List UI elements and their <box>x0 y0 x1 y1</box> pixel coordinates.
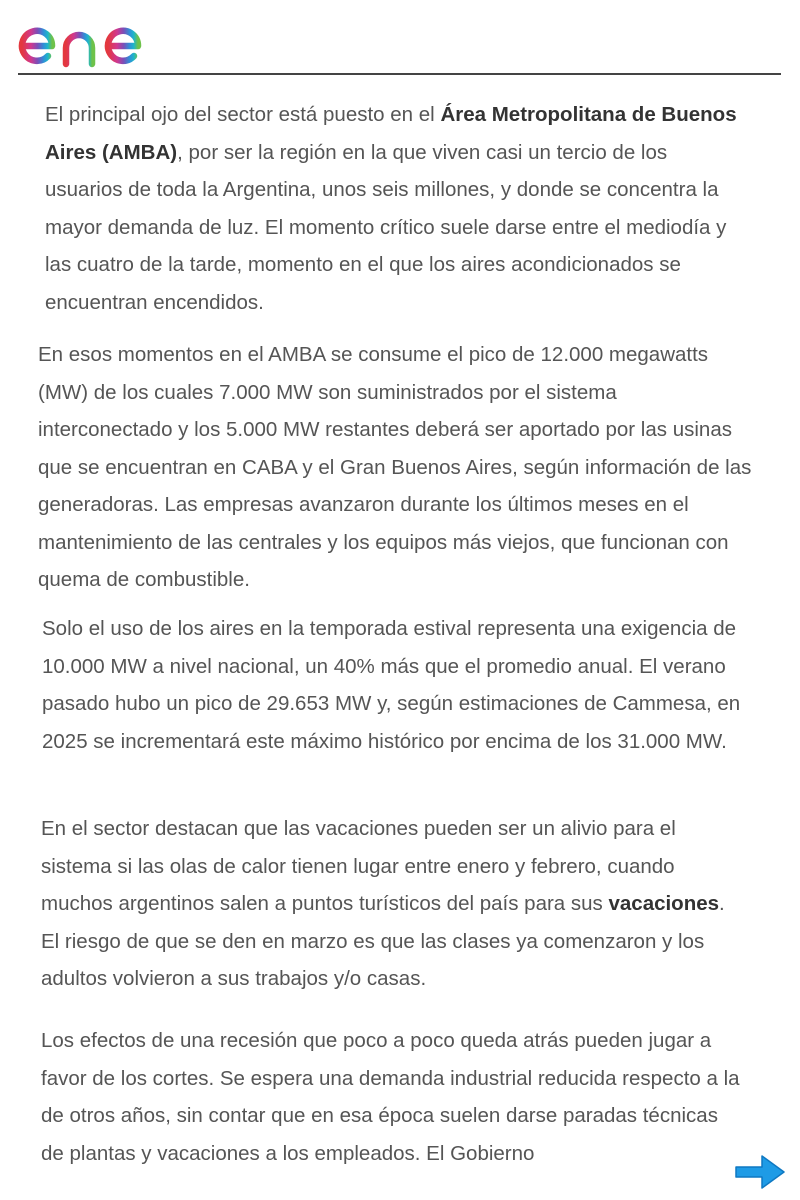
paragraph-amba-focus <box>45 96 745 321</box>
bold-text-vacaciones: vacaciones <box>608 892 720 915</box>
enel-logo[interactable] <box>18 8 170 70</box>
paragraph-text: El principal ojo del sector está puesto en el <box>45 103 441 126</box>
paragraph-text: En el sector destacan que las vacaciones pueden ser un alivio para el sistema si las olas de calor tienen lugar entre enero y febrero, cuando muchos argentinos salen a puntos turísticos del país para sus <box>41 817 676 915</box>
paragraph-air-conditioning: Solo el uso de los aires en la temporada estival representa una exigencia de 10.000 MW a nivel nacional, un 40% más que el promedio anual. El verano pasado hubo un pico de 29.653 MW y, según estimaciones de Cammesa, en 2025 se incrementará este máximo histórico por encima de los 31.000 MW. <box>42 617 741 753</box>
paragraph-recession: Los efectos de una recesión que poco a poco queda atrás pueden jugar a favor de los cortes. Se espera una demanda industrial reducida respecto a la de otros años, sin contar que en esa época suelen darse paradas técnicas de plantas y vacaciones a los empleados. El Gobierno <box>41 1029 740 1165</box>
header-divider <box>18 73 781 75</box>
paragraph-peak-demand: En esos momentos en el AMBA se consume el pico de 12.000 megawatts (MW) de los cuales 7.000 MW son suministrados por el sistema interconectado y los 5.000 MW restantes deberá ser aportado por las usinas que se encuentran en CABA y el Gran Buenos Aires, según información de las generadoras. Las empresas avanzaron durante los últimos meses en el mantenimiento de las centrales y los equipos más viejos, que funcionan con quema de combustible. <box>38 343 752 591</box>
bold-text-amba: Área Metropolitana de Buenos Aires (AMBA) <box>45 103 737 164</box>
paragraph-text: . El riesgo de que se den en marzo es que las clases ya comenzaron y los adultos volvieron a sus trabajos y/o casas. <box>41 892 725 990</box>
arrow-right-icon[interactable] <box>734 1152 786 1192</box>
site-header <box>0 0 800 76</box>
paragraph-vacations <box>41 810 746 998</box>
paragraph-text: , por ser la región en la que viven casi un tercio de los usuarios de toda la Argentina, unos seis millones, y donde se concentra la mayor demanda de luz. El momento crítico suele darse entre el mediodía y las cuatro de la tarde, momento en el que los aires acondicionados se encuentran encendidos. <box>45 140 727 314</box>
